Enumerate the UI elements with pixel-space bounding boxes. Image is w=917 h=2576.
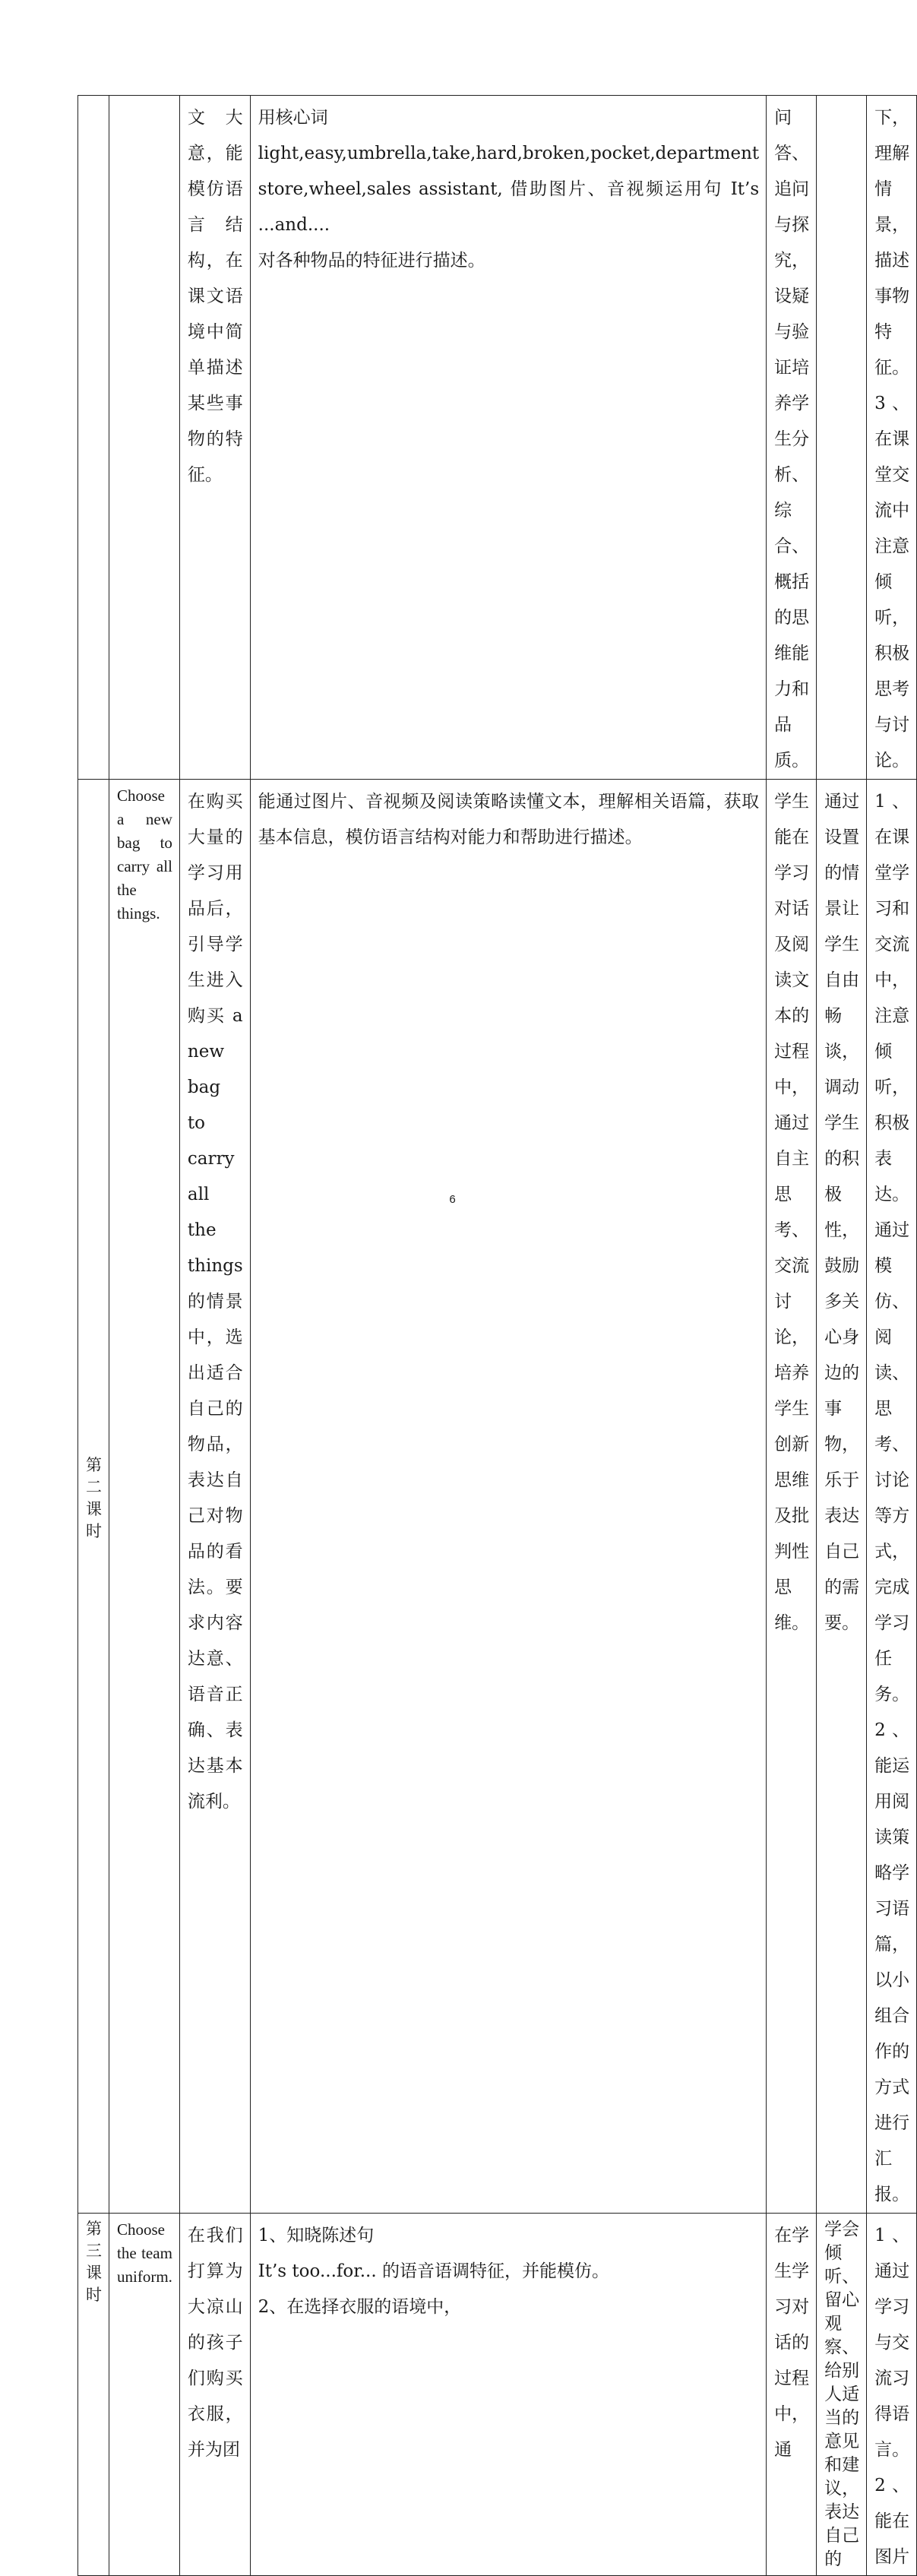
evaluation-line: 2、能运用阅读策略学习语篇，以小组合作的方式进行汇报。 [874, 1720, 910, 2204]
evaluation-line: 2、能在图片 [874, 2476, 910, 2567]
lesson-cell: 第三课时 [78, 2214, 109, 2576]
objective-line: 能通过图片、音视频及阅读策略读懂文本，理解相关语篇，获取基本信息，模仿语言结构对能力和帮助进行描述。 [258, 792, 760, 847]
content-cell: 在我们打算为大凉山的孩子们购买衣服，并为团 [179, 2214, 250, 2576]
lesson-cell: 第二课时 [78, 780, 109, 2214]
content-cell: 文大意，能模仿语言结构，在课文语境中简单描述某些事物的特征。 [179, 96, 250, 780]
topic-cell: Choose a new bag to carry all the things. [109, 780, 180, 2214]
emotion-cell [817, 96, 867, 780]
objective-line: It’s too...for... 的语音语调特征，并能模仿。 [258, 2261, 609, 2281]
emotion-cell: 学会倾听、留心观察、给别人适当的意见和建议，表达自己的 [817, 2214, 867, 2576]
evaluation-line: 下，理解情景，描述事物特征。 [874, 108, 910, 378]
objectives-cell [250, 780, 767, 2214]
topic-cell [109, 96, 180, 780]
evaluation-cell [867, 96, 917, 780]
content-cell: 在购买大量的学习用品后，引导学生进入购买 a new bag to carry all the things 的情景中，选出适合自己的物品，表达自己对物品的看法。要求内容达意、语音正确、表达基本流利。 [179, 780, 250, 2214]
lesson-plan-table [77, 95, 917, 2576]
evaluation-cell [867, 780, 917, 2214]
page-number: 6 [449, 1193, 456, 1206]
emotion-cell: 通过设置的情景让学生自由畅谈，调动学生的积极性，鼓励多关心身边的事物，乐于表达自己的需要。 [817, 780, 867, 2214]
objective-line: 2、在选择衣服的语境中， [258, 2297, 462, 2317]
strategy-cell: 在学生学习对话的过程中，通 [767, 2214, 817, 2576]
objective-line: light,easy,umbrella,take,hard,broken,pocket,department store,wheel,sales assistant, 借助图片、音视频运用句 It’s ...and.... [258, 144, 760, 235]
objective-line: 对各种物品的特征进行描述。 [258, 251, 485, 271]
evaluation-cell [867, 2214, 917, 2576]
objectives-cell [250, 96, 767, 780]
table-row [78, 780, 917, 2214]
table-row [78, 96, 917, 780]
objectives-cell [250, 2214, 767, 2576]
strategy-cell: 学生能在学习对话及阅读文本的过程中，通过自主思考、交流讨论，培养学生创新思维及批判性思维。 [767, 780, 817, 2214]
objective-line: 用核心词 [258, 108, 328, 128]
topic-cell: Choose the team uniform. [109, 2214, 180, 2576]
evaluation-line: 1、通过学习与交流习得语言。 [874, 2226, 910, 2460]
lesson-cell [78, 96, 109, 780]
evaluation-line: 3、在课堂交流中注意倾听，积极思考与讨论。 [874, 394, 910, 771]
objective-line: 1、知晓陈述句 [258, 2226, 375, 2245]
evaluation-line: 1、在课堂学习和交流中，注意倾听，积极表达。通过模仿、阅读、思考、讨论等方式，完成学习任务。 [874, 792, 910, 1704]
table-row [78, 2214, 917, 2576]
strategy-cell: 问答、追问与探究，设疑与验证培养学生分析、综合、概括的思维能力和品质。 [767, 96, 817, 780]
